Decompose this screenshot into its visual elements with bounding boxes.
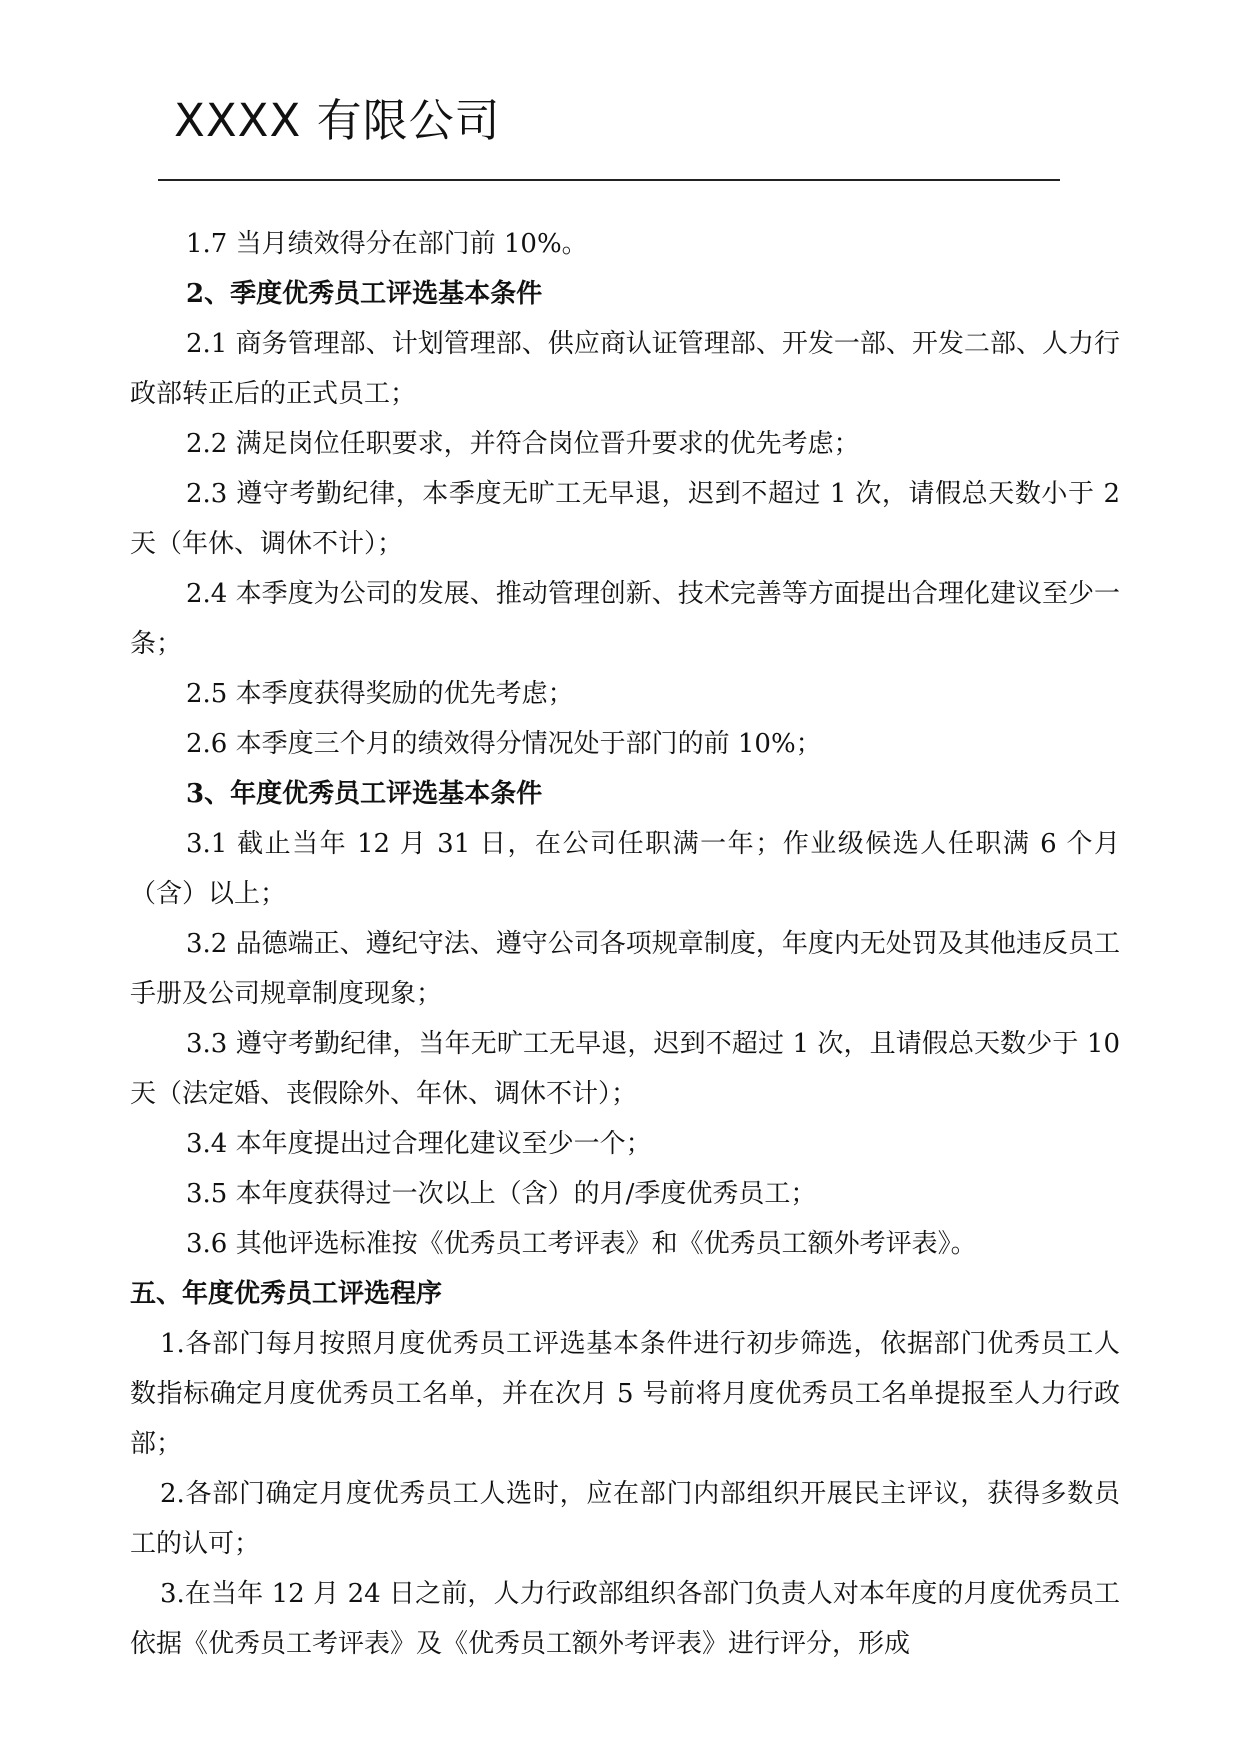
paragraph: 3.4 本年度提出过合理化建议至少一个； (186, 1129, 652, 1159)
paragraph: 2.4 本季度为公司的发展、推动管理创新、技术完善等方面提出合理化建议至少一条； (130, 579, 1120, 659)
company-header: XXXX 有限公司 (174, 94, 501, 147)
section-heading: 3、年度优秀员工评选基本条件 (186, 779, 543, 809)
paragraph: 2.6 本季度三个月的绩效得分情况处于部门的前 10%； (186, 729, 822, 759)
paragraph: 2.2 满足岗位任职要求，并符合岗位晋升要求的优先考虑； (186, 429, 860, 459)
header-divider (158, 179, 1060, 181)
paragraph: 1.各部门每月按照月度优秀员工评选基本条件进行初步筛选，依据部门优秀员工人数指标确定月度优秀员工名单，并在次月 5 号前将月度优秀员工名单提报至人力行政部； (130, 1329, 1120, 1459)
paragraph: 3.5 本年度获得过一次以上（含）的月/季度优秀员工； (186, 1179, 817, 1209)
paragraph: 2.1 商务管理部、计划管理部、供应商认证管理部、开发一部、开发二部、人力行政部转正后的正式员工； (130, 329, 1120, 409)
paragraph: 3.3 遵守考勤纪律，当年无旷工无早退，迟到不超过 1 次，且请假总天数少于 10 天（法定婚、丧假除外、年休、调休不计）； (130, 1029, 1120, 1109)
paragraph: 3.在当年 12 月 24 日之前，人力行政部组织各部门负责人对本年度的月度优秀员工依据《优秀员工考评表》及《优秀员工额外考评表》进行评分，形成 (130, 1579, 1120, 1659)
paragraph: 3.6 其他评选标准按《优秀员工考评表》和《优秀员工额外考评表》。 (186, 1229, 977, 1259)
document-body (130, 219, 1120, 1669)
section-heading: 2、季度优秀员工评选基本条件 (186, 279, 543, 309)
paragraph: 1.7 当月绩效得分在部门前 10%。 (186, 229, 588, 259)
paragraph: 2.3 遵守考勤纪律，本季度无旷工无早退，迟到不超过 1 次，请假总天数小于 2 天（年休、调休不计）； (130, 479, 1120, 559)
section-heading: 五、年度优秀员工评选程序 (130, 1279, 443, 1309)
paragraph: 2.各部门确定月度优秀员工人选时，应在部门内部组织开展民主评议，获得多数员工的认可； (130, 1479, 1120, 1559)
paragraph: 3.2 品德端正、遵纪守法、遵守公司各项规章制度，年度内无处罚及其他违反员工手册及公司规章制度现象； (130, 929, 1120, 1009)
paragraph: 2.5 本季度获得奖励的优先考虑； (186, 679, 574, 709)
paragraph: 3.1 截止当年 12 月 31 日，在公司任职满一年；作业级候选人任职满 6 个月（含）以上； (130, 829, 1120, 909)
